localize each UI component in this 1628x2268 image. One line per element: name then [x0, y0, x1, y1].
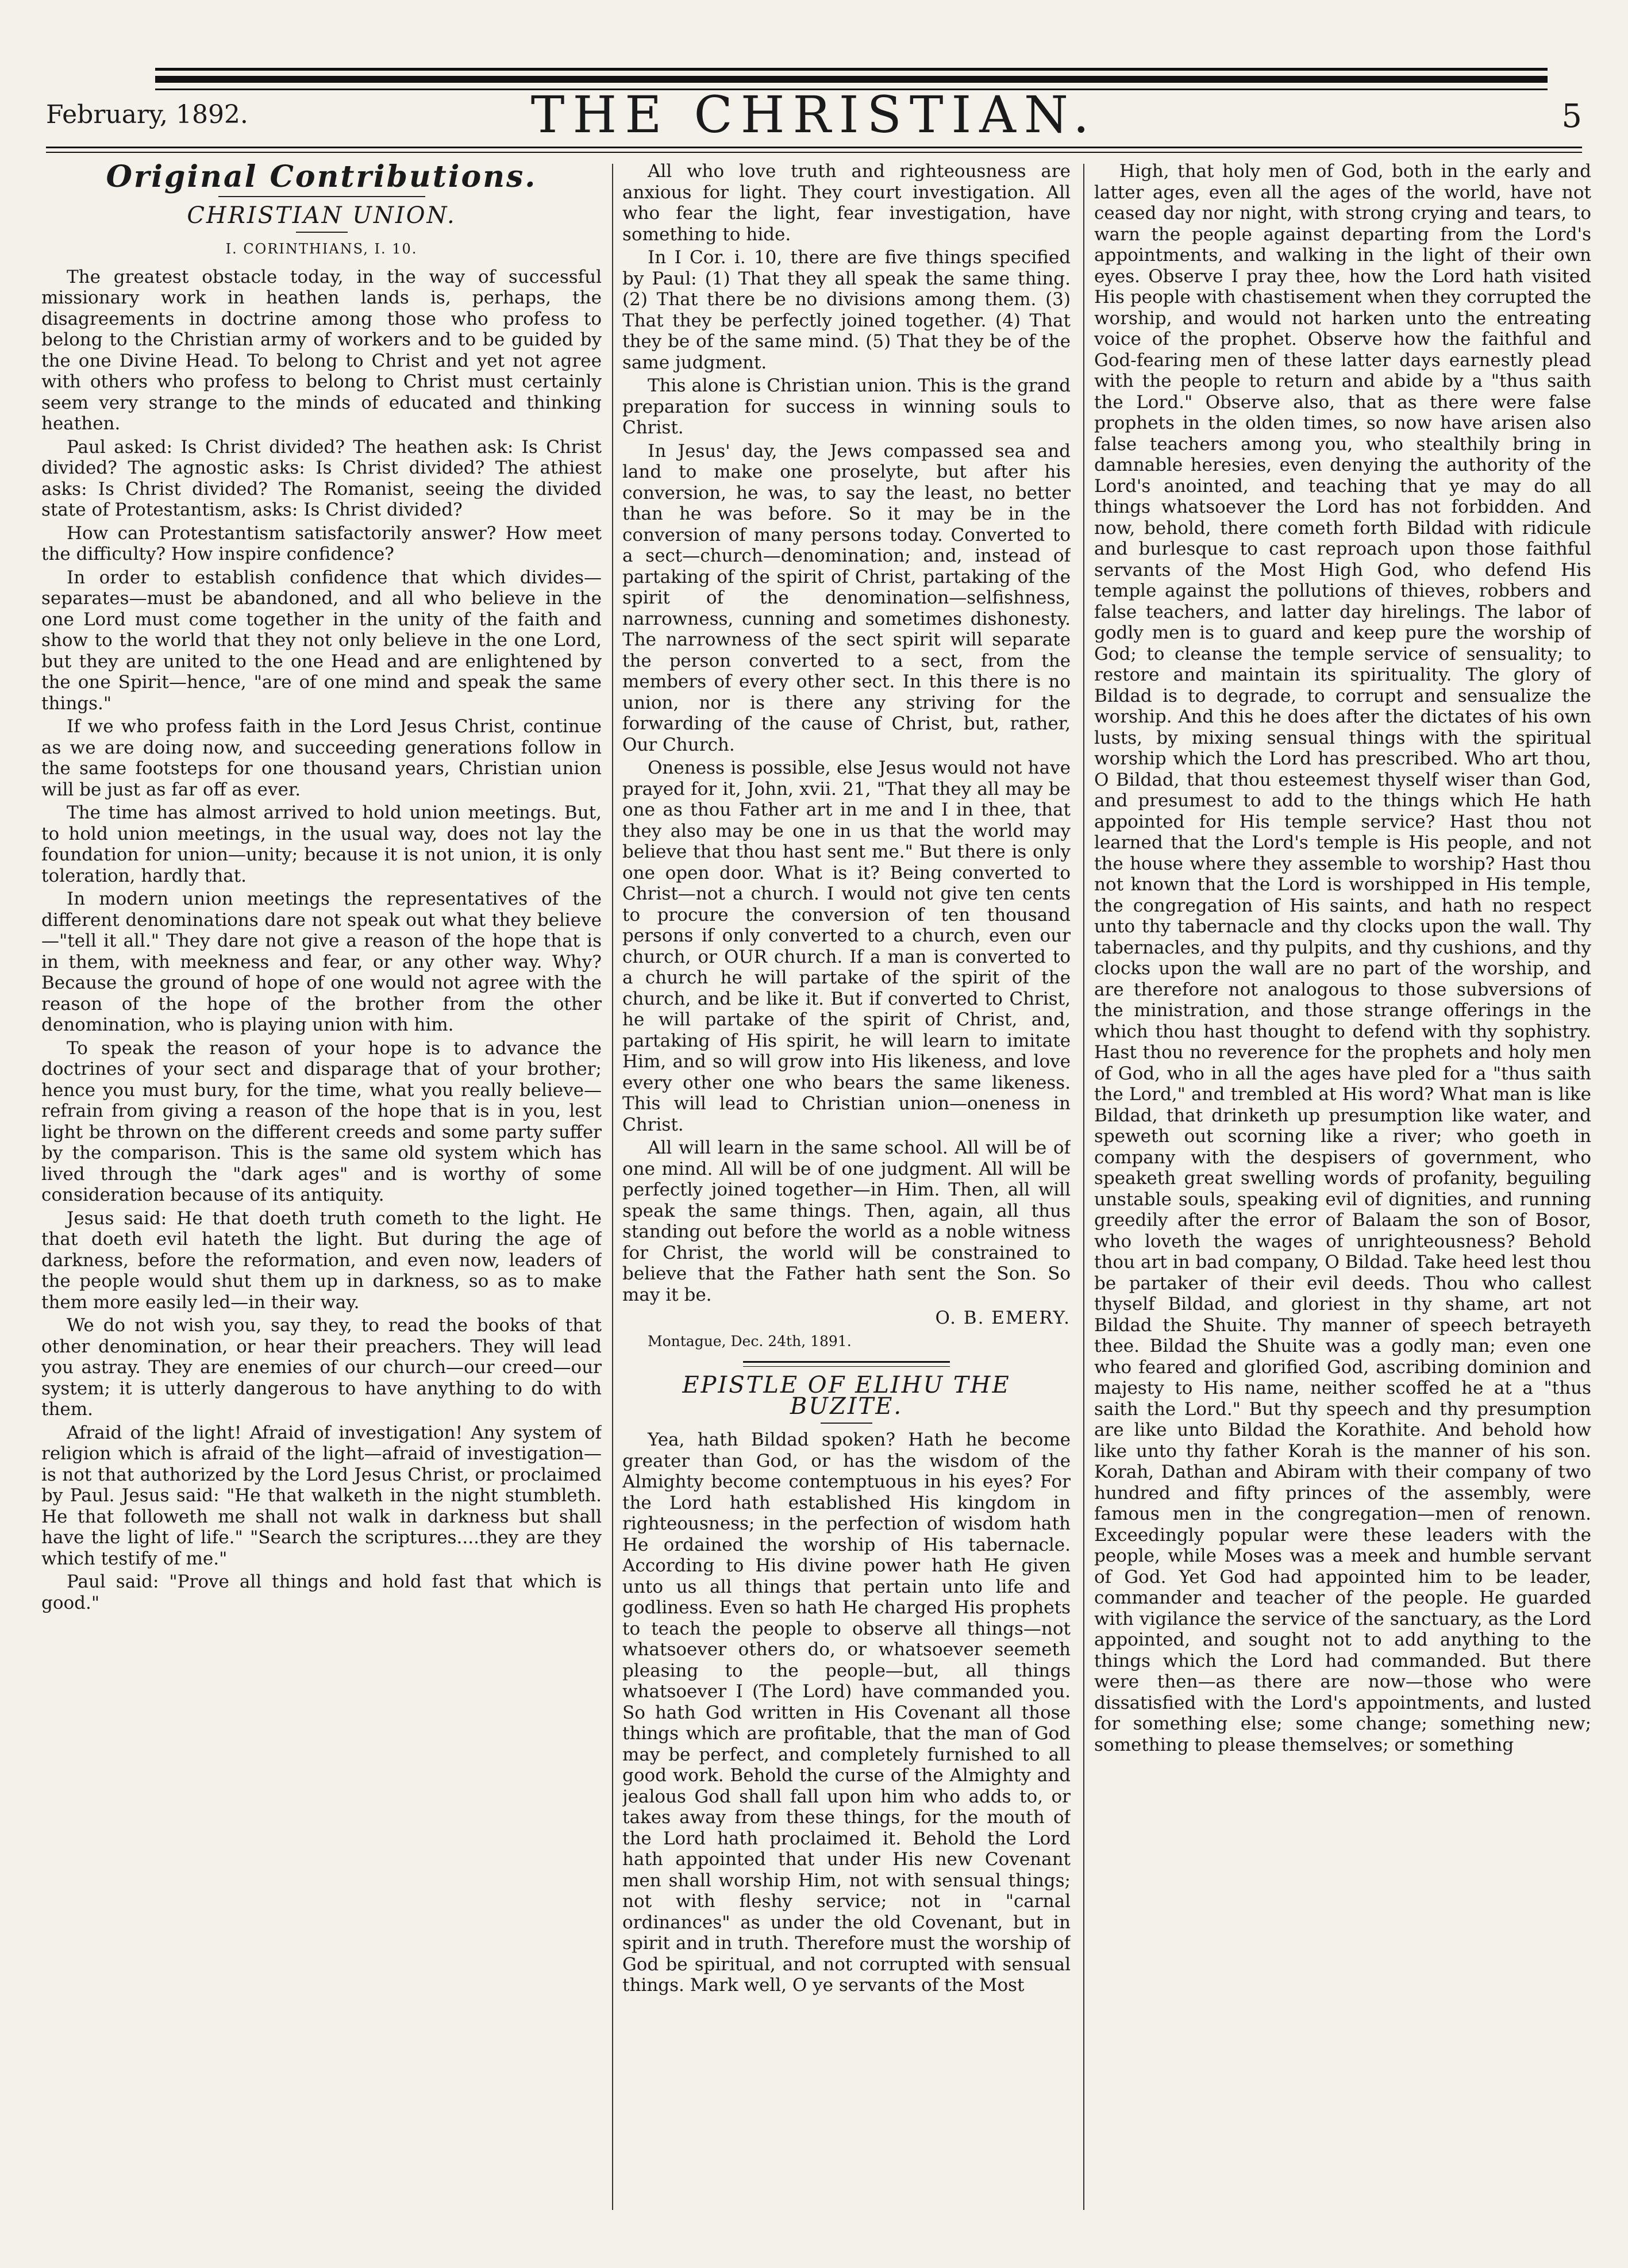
paragraph: How can Protestantism satisfactorily answer? How meet the difficulty? How inspire confidence?: [41, 522, 602, 564]
top-rule: [155, 68, 1548, 71]
paragraph: In order to establish confidence that which divides—separates—must be abandoned, and all who believe in the one Lord must come together in the unity of the faith and show to the world that they not only believe in the one Lord, but they are united to the one Head and are enlightened by the one Spirit—hence, "are of one mind and speak the same things.": [41, 567, 602, 714]
divider: [743, 1366, 950, 1367]
divider: [218, 196, 425, 197]
paragraph: The greatest obstacle today, in the way of successful missionary work in heathen lands is, perhaps, the disagreements in doctrine among those who profess to belong to the Christian army of workers and to be guided by the one Divine Head. To belong to Christ and yet not agree with others who profess to belong to Christ must certainly seem very strange to the minds of educated and thinking heathen.: [41, 266, 602, 434]
paragraph: If we who profess faith in the Lord Jesus Christ, continue as we are doing now, and succeeding generations follow in the same footsteps for one thousand years, Christian union will be just as far off as ever.: [41, 716, 602, 800]
paragraph: The time has almost arrived to hold union meetings. But, to hold union meetings, in the usual way, does not lay the foundation for union—unity; because it is not union, it is only toleration, hardly that.: [41, 802, 602, 886]
masthead-rule: [46, 147, 1582, 148]
masthead: [46, 80, 1582, 149]
masthead-rule-thin: [46, 152, 1582, 153]
paragraph: In I Cor. i. 10, there are five things specified by Paul: (1) That they all speak the same thing. (2) That there be no divisions among them. (3) That they be perfectly joined together. (4) That they be of the same mind. (5) That they be of the same judgment.: [622, 247, 1071, 373]
divider: [743, 1361, 950, 1363]
paragraph: All who love truth and righteousness are anxious for light. They court investigation. All who fear the light, fear investigation, have something to hide.: [622, 161, 1071, 245]
paragraph: This alone is Christian union. This is the grand preparation for success in winning souls to Christ.: [622, 375, 1071, 438]
issue-date: February, 1892.: [46, 100, 248, 129]
paragraph: In Jesus' day, the Jews compassed sea and land to make one proselyte, but after his conversion, he was, to say the least, no better than he was before. So it may be in the conversion of many persons today. Converted to a sect—church—denomination; and, instead of partaking of the spirit of Christ, partaking of the spirit of the denomination—selfishness, narrowness, cunning and sometimes dishonesty. The narrowness of the sect spirit will separate the person converted to a sect, from the members of every other sect. In this there is no union, nor is there any striving for the forwarding of the cause of Christ, but, rather, Our Church.: [622, 440, 1071, 755]
scripture-reference: I. CORINTHIANS, I. 10.: [225, 241, 418, 257]
column-2: [622, 161, 1071, 2207]
section-heading: Original Contributions.: [106, 161, 537, 194]
author-signature: O. B. EMERY.: [935, 1308, 1071, 1328]
paragraph: To speak the reason of your hope is to advance the doctrines of your sect and disparage that of your brother; hence you must bury, for the time, what you really believe—refrain from giving a reason of the hope that is in you, lest light be thrown on the different creeds and some party suffer by the comparison. This is the same old system which has lived through the "dark ages" and is worthy of some consideration because of its antiquity.: [41, 1037, 602, 1205]
divider: [821, 1423, 872, 1424]
paragraph: All will learn in the same school. All will be of one mind. All will be of one judgment. All will be perfectly joined together—in Him. Then, all will speak the same things. Then, again, all thus standing out before the world as a noble witness for Christ, the world will be constrained to believe that the Father hath sent the Son. So may it be.: [622, 1137, 1071, 1305]
column-divider: [1083, 164, 1084, 2210]
article-body: [41, 267, 602, 1614]
article-title: CHRISTIAN UNION.: [187, 202, 456, 229]
newspaper-title: THE CHRISTIAN.: [530, 85, 1098, 144]
article-body: [622, 1429, 1071, 1996]
column-3: [1094, 161, 1591, 2207]
column-1: [41, 161, 602, 2207]
dateline: Montague, Dec. 24th, 1891.: [648, 1332, 852, 1350]
article-title: EPISTLE OF ELIHU THE BUZITE.: [682, 1372, 1011, 1420]
paragraph: High, that holy men of God, both in the early and latter ages, even all the ages of the world, have not ceased day nor night, with strong crying and tears, to warn the people against departing from the Lord's appointments, and walking in the light of their own eyes. Observe I pray thee, how the Lord hath visited His people with chastisement when they corrupted the worship, and would not harken unto the entreating voice of the prophet. Observe how the faithful and God-fearing men of these latter days earnestly plead with the people to return and abide by a "thus saith the Lord." Observe also, that as there were false prophets in the olden times, so now have arisen also false teachers among you, who stealthily bring in damnable heresies, even denying the authority of the Lord's anointed, and teaching that ye may do all things whatsoever the Lord has not forbidden. And now, behold, there cometh forth Bildad with ridicule and burlesque to cast reproach upon those faithful servants of the Most High God, who defend His temple against the pollutions of thieves, robbers and false teachers, and latter day hirelings. The labor of godly men is to guard and keep pure the worship of God; to cleanse the temple service of sensuality; to restore and maintain its spirituality. The glory of Bildad is to degrade, to corrupt and sensualize the worship. And this he does after the dictates of his own lusts, by mixing sensual things with the spiritual worship which the Lord has prescribed. Who art thou, O Bildad, that thou esteemest thyself wiser than God, and presumest to add to the things which He hath appointed for His temple service? Hast thou not learned that the Lord's temple is His people, and not the house where they assemble to worship? Hast thou not known that the Lord is worshipped in His temple, the congregation of His saints, and hath no respect unto thy tabernacle and thy clocks upon the wall. Thy tabernacles, and thy pulpits, and thy cushions, and thy clocks upon the wall are no part of the worship, and are therefore not analogous to those subversions of the ministration, and those strange offerings in the which thou hast thought to defend with thy sophistry. Hast thou no reverence for the prophets and holy men of God, who in all the ages have pled for a "thus saith the Lord," and trembled at His word? What man is like Bildad, that drinketh up presumption like water, and speweth out scorning like a river; who goeth in company with the despisers of government, who speaketh great swelling words of profanity, beguiling unstable souls, speaking evil of dignities, and running greedily after the error of Balaam the son of Bosor, who loveth the wages of unrighteousness? Behold thou art in bad company, O Bildad. Take heed lest thou be partaker of their evil deeds. Thou who callest thyself Bildad, and gloriest in thy shame, art not Bildad the Shuite. Thy manner of speech betrayeth thee. Bildad the Shuite was a godly man; even one who feared and glorified God, ascribing dominion and majesty to His name, neither scoffed he at a "thus saith the Lord." But thy speech and thy presumption are like unto Bildad the Korathite. And behold how like unto thy father Korah is the manner of his son. Korah, Dathan and Abiram with their company of two hundred and fifty princes of the assembly, were famous men in the congregation—men of renown. Exceedingly popular were these leaders with the people, while Moses was a meek and humble servant of God. Yet God had appointed him to be leader, commander and teacher of the people. He guarded with vigilance the service of the sanctuary, as the Lord appointed, and sought not to add anything to the things which the Lord had commanded. But there were then—as there are now—those who were dissatisfied with the Lord's appointments, and lusted for something else; some change; something new; something to please themselves; or something: [1094, 161, 1591, 1755]
paragraph: Paul said: "Prove all things and hold fast that which is good.": [41, 1571, 602, 1613]
paragraph: We do not wish you, say they, to read the books of that other denomination, or hear their preachers. They will lead you astray. They are enemies of our church—our creed—our system; it is utterly dangerous to have anything to do with them.: [41, 1315, 602, 1420]
paragraph: Oneness is possible, else Jesus would not have prayed for it, John, xvii. 21, "That they all may be one as thou Father art in me and I in thee, that they also may be one in us that the world may believe that thou hast sent me." But there is only one open door. What is it? Being converted to Christ—not a church. I would not give ten cents to procure the conversion of ten thousand persons if only converted to a church, even our church, or OUR church. If a man is converted to a church he will partake of the spirit of the church, and be like it. But if converted to Christ, he will partake of the spirit of Christ, and, partaking of His spirit, he will learn to imitate Him, and so will grow into His likeness, and love every other one who bears the same likeness. This will lead to Christian union—oneness in Christ.: [622, 758, 1071, 1135]
divider: [296, 232, 348, 233]
page-number: 5: [1561, 98, 1582, 135]
paragraph: Afraid of the light! Afraid of investigation! Any system of religion which is afraid of the light—afraid of investigation—is not that authorized by the Lord Jesus Christ, or proclaimed by Paul. Jesus said: "He that walketh in the night stumbleth. He that followeth me shall not walk in darkness but shall have the light of life." "Search the scriptures....they are they which testify of me.": [41, 1422, 602, 1569]
article-body: [622, 161, 1071, 1305]
paragraph: Paul asked: Is Christ divided? The heathen ask: Is Christ divided? The agnostic asks: Is Christ divided? The athiest asks: Is Christ divided? The Romanist, seeing the divided state of Protestantism, asks: Is Christ divided?: [41, 436, 602, 520]
column-divider: [612, 164, 613, 2210]
paragraph: Yea, hath Bildad spoken? Hath he become greater than God, or has the wisdom of the Almighty become contemptuous in his eyes? For the Lord hath established His kingdom in righteousness; in the perfection of wisdom hath He ordained the worship of His tabernacle. According to His divine power hath He given unto us all things that pertain unto life and godliness. Even so hath He charged His prophets to teach the people to observe all things—not whatsoever others do, or whatsoever seemeth pleasing to the people—but, all things whatsoever I (The Lord) have commanded you. So hath God written in His Covenant all those things which are profitable, that the man of God may be perfect, and completely furnished to all good work. Behold the curse of the Almighty and jealous God shall fall upon him who adds to, or takes away from these things, for the mouth of the Lord hath proclaimed it. Behold the Lord hath appointed that under His new Covenant men shall worship Him, not with sensual things; not with fleshy service; not in "carnal ordinances" as under the old Covenant, but in spirit and in truth. Therefore must the worship of God be spiritual, and not corrupted with sensual things. Mark well, O ye servants of the Most: [622, 1429, 1071, 1996]
paragraph: In modern union meetings the representatives of the different denominations dare not speak out what they believe—"tell it all." They dare not give a reason of the hope that is in them, with meekness and fear, or any other way. Why? Because the ground of hope of one would not agree with the reason of the hope of the brother from the other denomination, who is playing union with him.: [41, 889, 602, 1035]
paragraph: Jesus said: He that doeth truth cometh to the light. He that doeth evil hateth the light. But during the age of darkness, before the reformation, and even now, leaders of the people would shut them up in darkness, so as to make them more easily led—in their way.: [41, 1208, 602, 1313]
article-body: [1094, 161, 1591, 1755]
